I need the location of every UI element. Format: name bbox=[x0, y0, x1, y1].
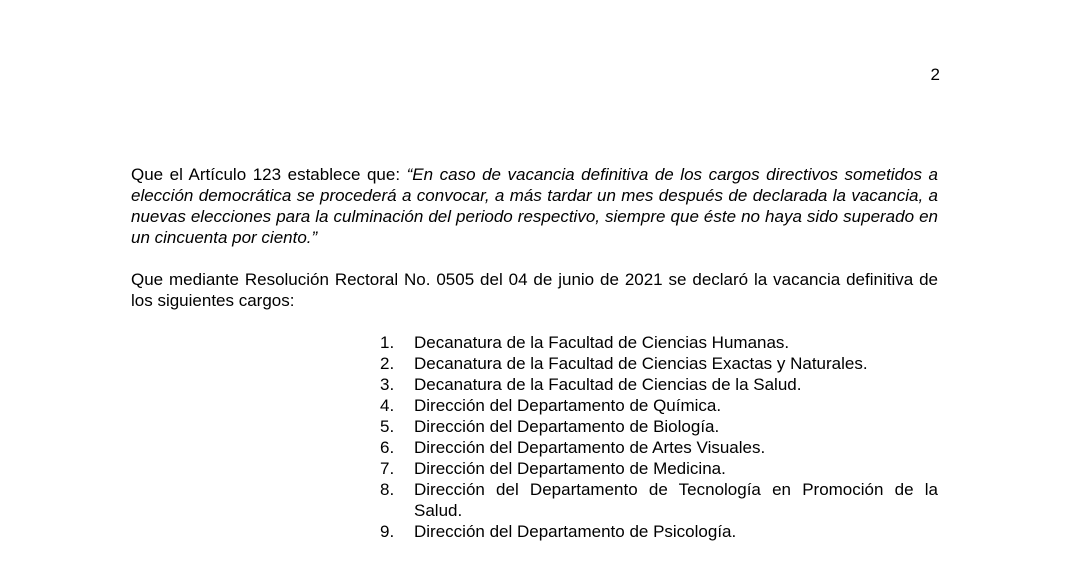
list-item bbox=[380, 395, 938, 416]
vacant-positions-list bbox=[131, 332, 938, 542]
list-item bbox=[380, 437, 938, 458]
list-item-text: Dirección del Departamento de Tecnología en Promoción de la Salud. bbox=[414, 480, 938, 520]
list-item-number: 3. bbox=[380, 375, 395, 394]
list-item-text: Dirección del Departamento de Biología. bbox=[414, 417, 720, 436]
list-item-number: 2. bbox=[380, 354, 395, 373]
list-item-text: Dirección del Departamento de Artes Visuales. bbox=[414, 438, 766, 457]
list-item bbox=[380, 479, 938, 521]
list-item bbox=[380, 458, 938, 479]
list-item-number: 1. bbox=[380, 333, 395, 352]
paragraph-resolution: Que mediante Resolución Rectoral No. 0505 del 04 de junio de 2021 se declaró la vacancia definitiva de los siguientes cargos: bbox=[131, 270, 938, 310]
list-item-number: 9. bbox=[380, 522, 395, 541]
list-item-text: Decanatura de la Facultad de Ciencias Exactas y Naturales. bbox=[414, 354, 868, 373]
list-item-text: Decanatura de la Facultad de Ciencias Humanas. bbox=[414, 333, 790, 352]
list-item-number: 5. bbox=[380, 417, 395, 436]
list-item-text: Dirección del Departamento de Química. bbox=[414, 396, 722, 415]
paragraph-article-123 bbox=[131, 164, 938, 248]
list-item-number: 7. bbox=[380, 459, 395, 478]
page-number: 2 bbox=[930, 65, 940, 84]
list-item-number: 8. bbox=[380, 480, 395, 499]
document-body bbox=[131, 164, 938, 542]
list-item bbox=[380, 353, 938, 374]
list-item bbox=[380, 374, 938, 395]
paragraph-intro: Que el Artículo 123 establece que: bbox=[131, 165, 407, 184]
list-item-number: 6. bbox=[380, 438, 395, 457]
article-quote: “En caso de vacancia definitiva de los cargos directivos sometidos a elección democrática se procederá a convocar, a más tardar un mes después de declarada la vacancia, a nuevas elecciones para la culminación del periodo respectivo, siempre que éste no haya sido superado en un cincuenta por ciento.” bbox=[131, 165, 938, 247]
list-item bbox=[380, 332, 938, 353]
list-item-text: Decanatura de la Facultad de Ciencias de la Salud. bbox=[414, 375, 802, 394]
list-item bbox=[380, 416, 938, 437]
list-item-text: Dirección del Departamento de Medicina. bbox=[414, 459, 726, 478]
list-item bbox=[380, 521, 938, 542]
list-item-number: 4. bbox=[380, 396, 395, 415]
list-item-text: Dirección del Departamento de Psicología. bbox=[414, 522, 737, 541]
